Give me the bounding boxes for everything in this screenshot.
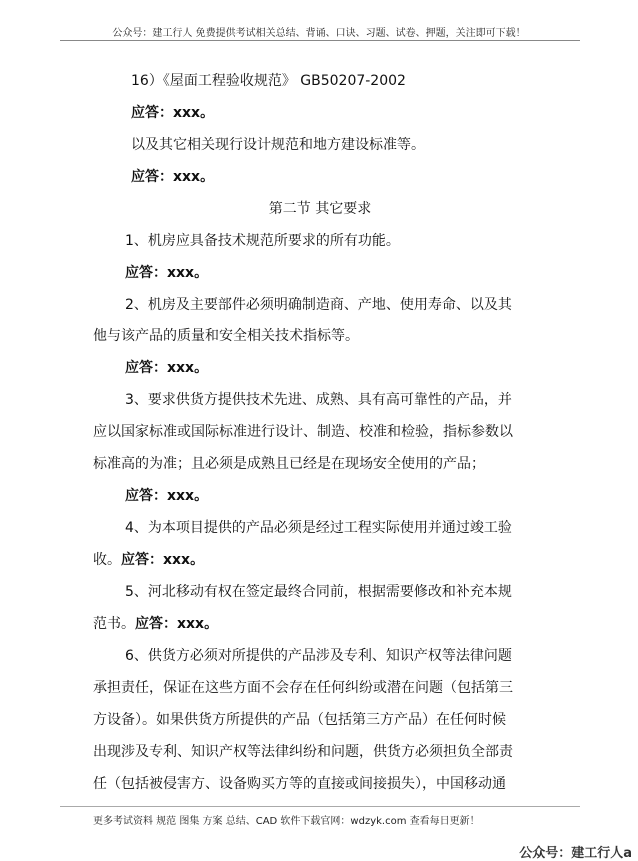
- text-line: 任（包括被侵害方、设备购买方等的直接或间接损失），中国移动通: [93, 776, 506, 792]
- footer-divider: [60, 806, 580, 807]
- header-divider: [60, 40, 580, 41]
- text-line: 16）《屋面工程验收规范》 GB50207-2002: [131, 73, 406, 89]
- answer-line: [131, 102, 214, 122]
- answer-line: [131, 166, 214, 186]
- answer-value: xxx。: [167, 488, 209, 504]
- answer-value: xxx。: [177, 616, 219, 632]
- answer-label: 应答：: [135, 616, 177, 632]
- text-line: 1、机房应具备技术规范所要求的所有功能。: [125, 233, 400, 249]
- text-line: 2、机房及主要部件必须明确制造商、产地、使用寿命、以及其: [125, 297, 512, 313]
- text-line: [93, 613, 218, 633]
- text-line: 承担责任，保证在这些方面不会存在任何纠纷或潜在问题（包括第三: [93, 680, 513, 696]
- text-line: 标准高的为准；且必须是成熟且已经是在现场安全使用的产品；: [93, 456, 485, 472]
- answer-value: xxx。: [173, 105, 215, 121]
- answer-line: [125, 485, 208, 505]
- answer-label: 应答：: [131, 169, 173, 185]
- section-heading: 第二节 其它要求: [268, 201, 372, 217]
- page-header-note: 公众号：建工行人 免费提供考试相关总结、背诵、口诀、习题、试卷、押题，关注即可下载！: [112, 28, 526, 39]
- text-line: [93, 549, 204, 569]
- answer-value: xxx。: [173, 169, 215, 185]
- text-line: 以及其它相关现行设计规范和地方建设标准等。: [131, 137, 425, 153]
- answer-line: [125, 357, 208, 377]
- answer-label: 应答：: [125, 265, 167, 281]
- answer-label: 应答：: [121, 552, 163, 568]
- answer-label: 应答：: [125, 360, 167, 376]
- answer-line: [125, 262, 208, 282]
- text-fragment: 收。: [93, 552, 121, 568]
- text-line: 他与该产品的质量和安全相关技术指标等。: [93, 328, 359, 344]
- answer-value: xxx。: [163, 552, 205, 568]
- text-line: 6、供货方必须对所提供的产品涉及专利、知识产权等法律问题: [125, 648, 512, 664]
- watermark: 公众号：建工行人a: [519, 846, 632, 861]
- text-line: 应以国家标准或国际标准进行设计、制造、校准和检验，指标参数以: [93, 424, 513, 440]
- text-line: 5、河北移动有权在签定最终合同前，根据需要修改和补充本规: [125, 584, 512, 600]
- text-line: 方设备）。如果供货方所提供的产品（包括第三方产品）在任何时候: [93, 712, 506, 728]
- answer-label: 应答：: [125, 488, 167, 504]
- text-line: 出现涉及专利、知识产权等法律纠纷和问题，供货方必须担负全部责: [93, 744, 513, 760]
- text-fragment: 范书。: [93, 616, 135, 632]
- text-line: 3、要求供货方提供技术先进、成熟、具有高可靠性的产品，并: [125, 392, 512, 408]
- answer-label: 应答：: [131, 105, 173, 121]
- answer-value: xxx。: [167, 360, 209, 376]
- page-footer-note: 更多考试资料 规范 图集 方案 总结、CAD 软件下载官网：wdzyk.com 查看每日更新！: [93, 816, 480, 827]
- answer-value: xxx。: [167, 265, 209, 281]
- text-line: 4、为本项目提供的产品必须是经过工程实际使用并通过竣工验: [125, 520, 512, 536]
